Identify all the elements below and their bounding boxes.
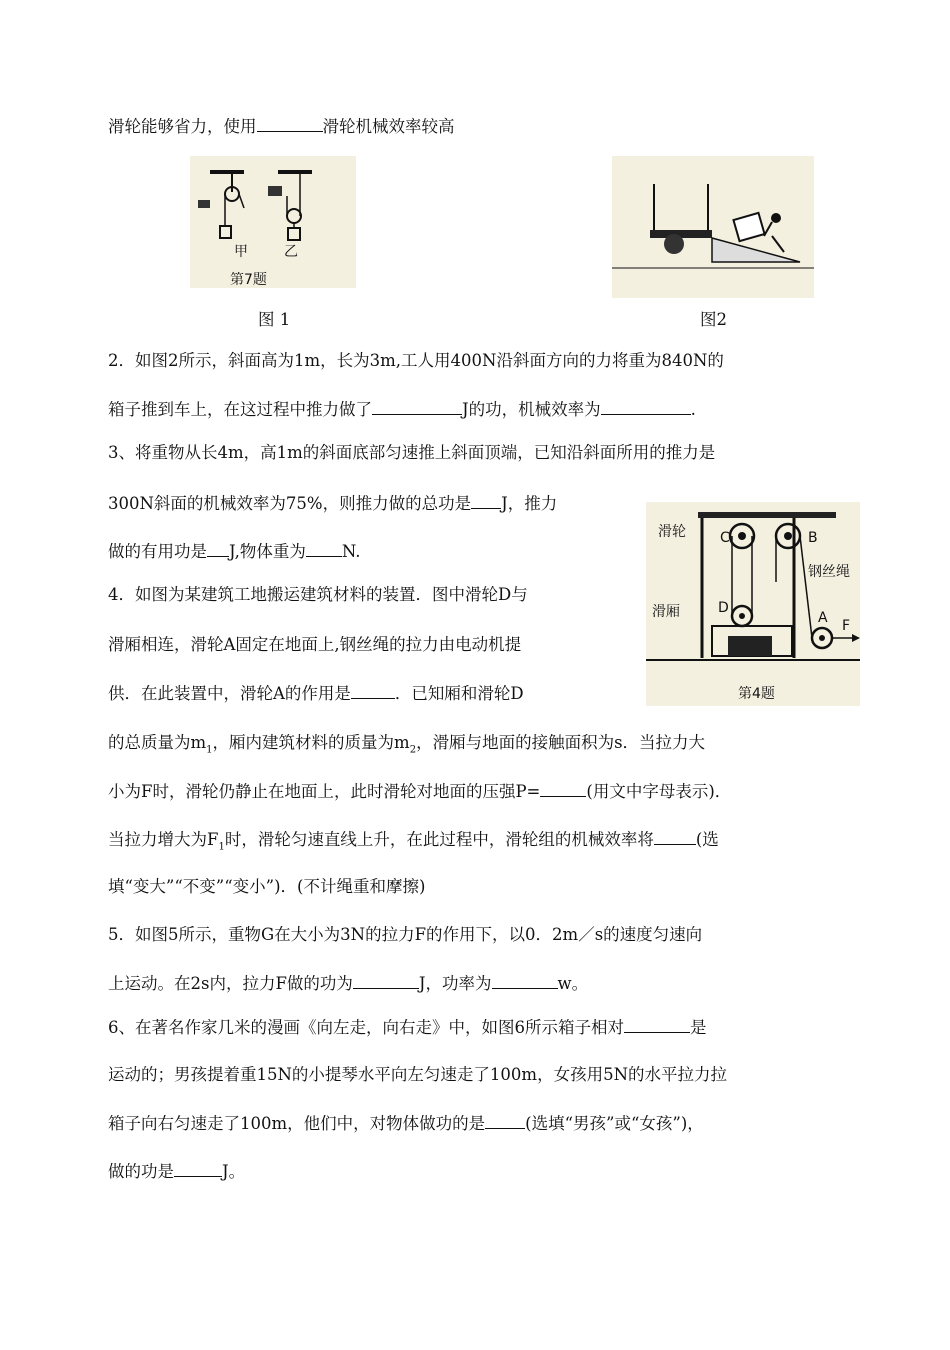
- pulley-diagram-1: [190, 156, 356, 288]
- fig1-label-jia: 甲: [234, 244, 248, 260]
- q4-line6: 当拉力增大为$F_1$时，滑轮匀速直线上升，在此过程中，滑轮组的机械效率将 (选: [108, 830, 719, 853]
- figure-4: [646, 502, 860, 706]
- answer-blank[interactable]: [207, 540, 229, 557]
- answer-blank[interactable]: [351, 682, 395, 699]
- fig4-label-d: D: [718, 600, 729, 616]
- q4-line7: 填“变大”“不变”“变小”)．(不计绳重和摩擦): [108, 877, 426, 896]
- q3-line3: 做的有用功是 J,物体重为 N.: [108, 542, 361, 561]
- q2-line2: 箱子推到车上，在这过程中推力做了 J的功，机械效率为 .: [108, 400, 696, 419]
- fig4-label-rope: 钢丝绳: [808, 564, 850, 580]
- q6-line3: 箱子向右匀速走了100m，他们中，对物体做功的是 (选填“男孩”或“女孩”)，: [108, 1114, 704, 1133]
- answer-blank[interactable]: [492, 972, 558, 989]
- answer-blank[interactable]: [372, 398, 462, 415]
- figure-1: [190, 156, 356, 288]
- slope-diagram: [612, 156, 814, 298]
- q4-line4: 的总质量为$m_1$，厢内建筑材料的质量为$m_2$，滑厢与地面的接触面积为s．当拉力大: [108, 733, 706, 756]
- fig1-label-yi: 乙: [284, 244, 298, 260]
- q6-line4: 做的功是 J。: [108, 1162, 246, 1181]
- answer-blank[interactable]: [174, 1160, 222, 1177]
- figure-2-caption: 图2: [700, 310, 727, 329]
- q5-line2: 上运动。在2s内，拉力F做的功为 J，功率为 w。: [108, 974, 589, 993]
- q4-line1: 4．如图为某建筑工地搬运建筑材料的装置．图中滑轮D与: [108, 585, 528, 604]
- answer-blank[interactable]: [471, 492, 501, 509]
- figure-2: [612, 156, 814, 298]
- answer-blank[interactable]: [306, 540, 342, 557]
- q3-line2: 300N斜面的机械效率为75%，则推力做的总功是 J，推力: [108, 494, 558, 513]
- answer-blank[interactable]: [654, 828, 696, 845]
- fig4-label-pulley: 滑轮: [658, 524, 686, 540]
- fig4-label-c: C: [720, 530, 730, 546]
- answer-blank[interactable]: [601, 398, 691, 415]
- figure-1-caption: 图 1: [258, 310, 291, 329]
- answer-blank[interactable]: [353, 972, 419, 989]
- pulley-system-diagram: [646, 502, 860, 706]
- answer-blank[interactable]: [257, 115, 323, 132]
- q4-line3: 供．在此装置中，滑轮A的作用是 ．已知厢和滑轮D: [108, 684, 524, 703]
- fig4-label-f: F: [842, 618, 851, 634]
- answer-blank[interactable]: [624, 1016, 690, 1033]
- fig4-label-a: A: [818, 610, 828, 626]
- fig4-subtitle: 第4题: [738, 686, 775, 702]
- fig4-label-b: B: [808, 530, 818, 546]
- fig1-subtitle: 第7题: [230, 272, 267, 288]
- answer-blank[interactable]: [485, 1112, 525, 1129]
- q4-line5: 小为F时，滑轮仍静止在地面上，此时滑轮对地面的压强P= (用文中字母表示)．: [108, 782, 732, 801]
- q5-line1: 5．如图5所示，重物G在大小为3N的拉力F的作用下，以0．2m／s的速度匀速向: [108, 925, 703, 944]
- q6-line2: 运动的；男孩提着重15N的小提琴水平向左匀速走了100m，女孩用5N的水平拉力拉: [108, 1065, 728, 1084]
- q6-line1: 6、在著名作家几米的漫画《向左走，向右走》中，如图6所示箱子相对 是: [108, 1018, 707, 1037]
- fig4-label-car: 滑厢: [652, 604, 680, 620]
- q3-line1: 3、将重物从长4m，高1m的斜面底部匀速推上斜面顶端，已知沿斜面所用的推力是: [108, 443, 716, 462]
- q2-line1: 2．如图2所示，斜面高为1m，长为3m,工人用400N沿斜面方向的力将重为840N的: [108, 351, 724, 370]
- q1-tail-line: 滑轮能够省力，使用 滑轮机械效率较高: [108, 117, 455, 136]
- q4-line2: 滑厢相连，滑轮A固定在地面上,钢丝绳的拉力由电动机提: [108, 635, 522, 654]
- answer-blank[interactable]: [540, 780, 586, 797]
